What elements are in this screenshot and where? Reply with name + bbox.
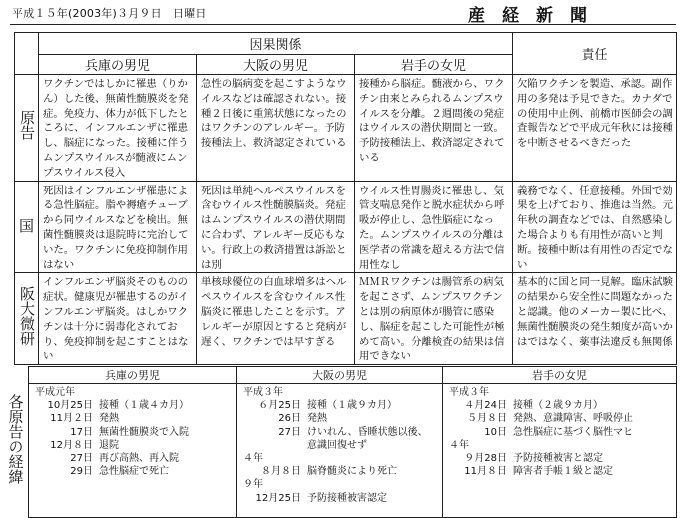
timeline-column-osaka xyxy=(237,384,443,518)
table-cell: 欠陥ワクチンを製造、承認。副作用の多発は予見できた。カナダでの使用中止例、前橋市医師会の調査報告などで平成元年秋には接種を中断させるべきだった xyxy=(513,75,677,182)
table-cell: 接種から脳症。髄液から、ワクチン由来とみられるムンプスウイルスを分離。２週間後の発症はウイルスの潜伏期間と一致。予防接種法上、救済認定されている xyxy=(355,75,513,182)
table-cell: 単核球優位の白血球増多はヘルペスウイルスを含むウイルス性脳炎に罹患したことを示す。アレルギーが原因とすると発病が遅く、ワクチンでは早すぎる xyxy=(197,273,355,365)
event-date: 17日 xyxy=(70,426,93,438)
table-cell: 急性の脳病変を起こすようなウイルスなどは確認されない。接種２日後に重篤状態になったのはワクチンのアレルギー。予防接種法上、救済認定されている xyxy=(197,75,355,182)
timeline-event xyxy=(243,492,440,505)
timeline-event xyxy=(35,399,234,412)
timeline-event xyxy=(35,426,234,439)
event-text: 無菌性髄膜炎で入院 xyxy=(99,426,189,438)
event-date: 27日 xyxy=(278,426,301,438)
event-date: 29日 xyxy=(70,466,93,478)
timeline-event xyxy=(35,412,234,425)
causality-table xyxy=(14,32,677,365)
event-date: 26日 xyxy=(278,413,301,425)
event-text: 退院 xyxy=(99,439,119,451)
event-date: 12月25日 xyxy=(255,492,301,504)
event-date: ４月24日 xyxy=(464,400,507,412)
timeline-event xyxy=(35,439,234,452)
header-rule xyxy=(10,24,676,25)
timeline-year: 平成３年 xyxy=(243,387,283,398)
timeline-year: ４年 xyxy=(243,453,263,465)
table-row xyxy=(15,273,677,365)
row-label-biken: 阪大微研 xyxy=(15,273,39,365)
timeline-header-iwate: 岩手の女児 xyxy=(443,367,677,384)
event-date: 10日 xyxy=(484,426,507,438)
column-header-iwate: 岩手の女児 xyxy=(355,55,513,75)
timeline-table xyxy=(28,366,677,518)
table-row xyxy=(15,75,677,182)
timeline-year: 平成３年 xyxy=(449,387,489,398)
timeline-event xyxy=(243,412,440,425)
event-text: 予防接種被害認定 xyxy=(307,492,387,504)
timeline-event xyxy=(35,465,234,478)
timeline-event xyxy=(243,399,440,412)
table-cell: 死因はインフルエンザ罹患による急性脳症。脂や褥瘡チューブから同ウイルスなどを検出。無菌性髄膜炎は退院時に完治していた。ワクチンに免疫抑制作用はない xyxy=(39,181,197,273)
event-text: 障害者手帳１級と認定 xyxy=(513,466,613,478)
event-date: 11月２日 xyxy=(50,413,93,425)
event-date: 27日 xyxy=(70,453,93,465)
row-label-state: 国 xyxy=(15,181,39,273)
event-text: 意識回復せず xyxy=(307,439,367,451)
table-cell: ＭＭＲワクチンは腸管系の病気を起こさず、ムンプスワクチンとは別の病原体が腸管に感染し、脳症を起こした可能性が極めて高い。分離検査の結果は信用できない xyxy=(355,273,513,365)
timeline-side-label: 各原告の経緯 xyxy=(6,394,25,484)
causality-header: 因果関係 xyxy=(39,33,513,55)
timeline-event xyxy=(449,426,674,439)
timeline-event xyxy=(243,465,440,478)
event-text: けいれん、昏睡状態以後、 xyxy=(307,426,428,438)
event-date: ６月25日 xyxy=(258,400,301,412)
column-header-hyogo: 兵庫の男児 xyxy=(39,55,197,75)
table-cell: 基本的に国と同一見解。臨床試験の結果から安全性に問題なかったと認識。他のメーカー製に比べ、無菌性髄膜炎の発生頻度が高いかはではなく、薬事法違反も無関係 xyxy=(513,273,677,365)
event-text: 再び高熱、再入院 xyxy=(99,453,179,465)
event-text: 急性脳症に基づく脳性マヒ xyxy=(513,426,633,438)
timeline-event xyxy=(35,452,234,465)
corner-cell xyxy=(15,33,39,75)
timeline-event xyxy=(449,399,674,412)
timeline-event xyxy=(449,465,674,478)
event-text: 接種（２歳９カ月） xyxy=(513,400,603,412)
table-row xyxy=(15,181,677,273)
event-date: 11月８日 xyxy=(464,466,507,478)
timeline-column-iwate xyxy=(443,384,677,518)
event-text: 発熱、意識障害、呼吸停止 xyxy=(513,413,633,425)
event-text: 接種（１歳９カ月） xyxy=(307,400,397,412)
timeline-event xyxy=(449,412,674,425)
table-cell: 死因は単純ヘルペスウイルスを含むウイルス性髄膜脳炎。発症はムンプスウイルスの潜伏期間に合わず、アレルギー反応もない。行政上の救済措置は訴訟とは別 xyxy=(197,181,355,273)
event-text: 予防接種被害と認定 xyxy=(513,453,603,465)
timeline-event xyxy=(243,426,440,439)
timeline-event xyxy=(243,439,440,452)
timeline-event xyxy=(449,452,674,465)
timeline-year: ９年 xyxy=(243,479,263,491)
newspaper-name: 産経新聞 xyxy=(468,6,604,26)
timeline-year: ４年 xyxy=(449,439,469,451)
table-cell: ウイルス性胃腸炎に罹患し、気管支喘息発作と脱水症状から呼吸が停止し、急性脳症になった。ムンプスウイルスの分離は医学者の常識を超える方法で信用性なし xyxy=(355,181,513,273)
event-date: ５月８日 xyxy=(467,413,507,425)
timeline-header-osaka: 大阪の男児 xyxy=(237,367,443,384)
timeline-header-hyogo: 兵庫の男児 xyxy=(29,367,237,384)
event-date: ９月28日 xyxy=(464,453,507,465)
column-header-osaka: 大阪の男児 xyxy=(197,55,355,75)
event-text: 発熱 xyxy=(99,413,119,425)
table-cell: インフルエンザ脳炎そのものの症状。健康児が罹患するのがインフルエンザ脳炎。はしかワクチンは十分に弱毒化されており、免疫抑制を起こすことはない xyxy=(39,273,197,365)
event-text: 脳脊髄炎により死亡 xyxy=(307,466,397,478)
event-date: 12月８日 xyxy=(50,439,93,451)
responsibility-header: 責任 xyxy=(513,33,677,75)
publication-date: 平成１５年(2003年)３月９日 日曜日 xyxy=(12,7,207,20)
row-label-plaintiff: 原告 xyxy=(15,75,39,182)
event-text: 発熱 xyxy=(307,413,327,425)
timeline-year: 平成元年 xyxy=(35,387,75,398)
event-text: 接種（１歳４カ月） xyxy=(99,400,189,412)
timeline-column-hyogo xyxy=(29,384,237,518)
event-date: 10月25日 xyxy=(47,400,93,412)
event-date: ８月８日 xyxy=(261,466,301,478)
event-text: 急性脳症で死亡 xyxy=(99,466,169,478)
table-cell: ワクチンではしかに罹患（りかん）した後、無菌性髄膜炎を発症。免疫力、体力が低下したところに、インフルエンザに罹患し、脳症になった。接種に伴うムンプスウイルスが髄液にムンプスウイルス侵入 xyxy=(39,75,197,182)
table-cell: 義務でなく、任意接種。外国で効果を上げており、推進は当然。元年秋の調査などでは、自然感染した場合よりも有用性が高いと判断。接種中断は有用性の否定でない xyxy=(513,181,677,273)
